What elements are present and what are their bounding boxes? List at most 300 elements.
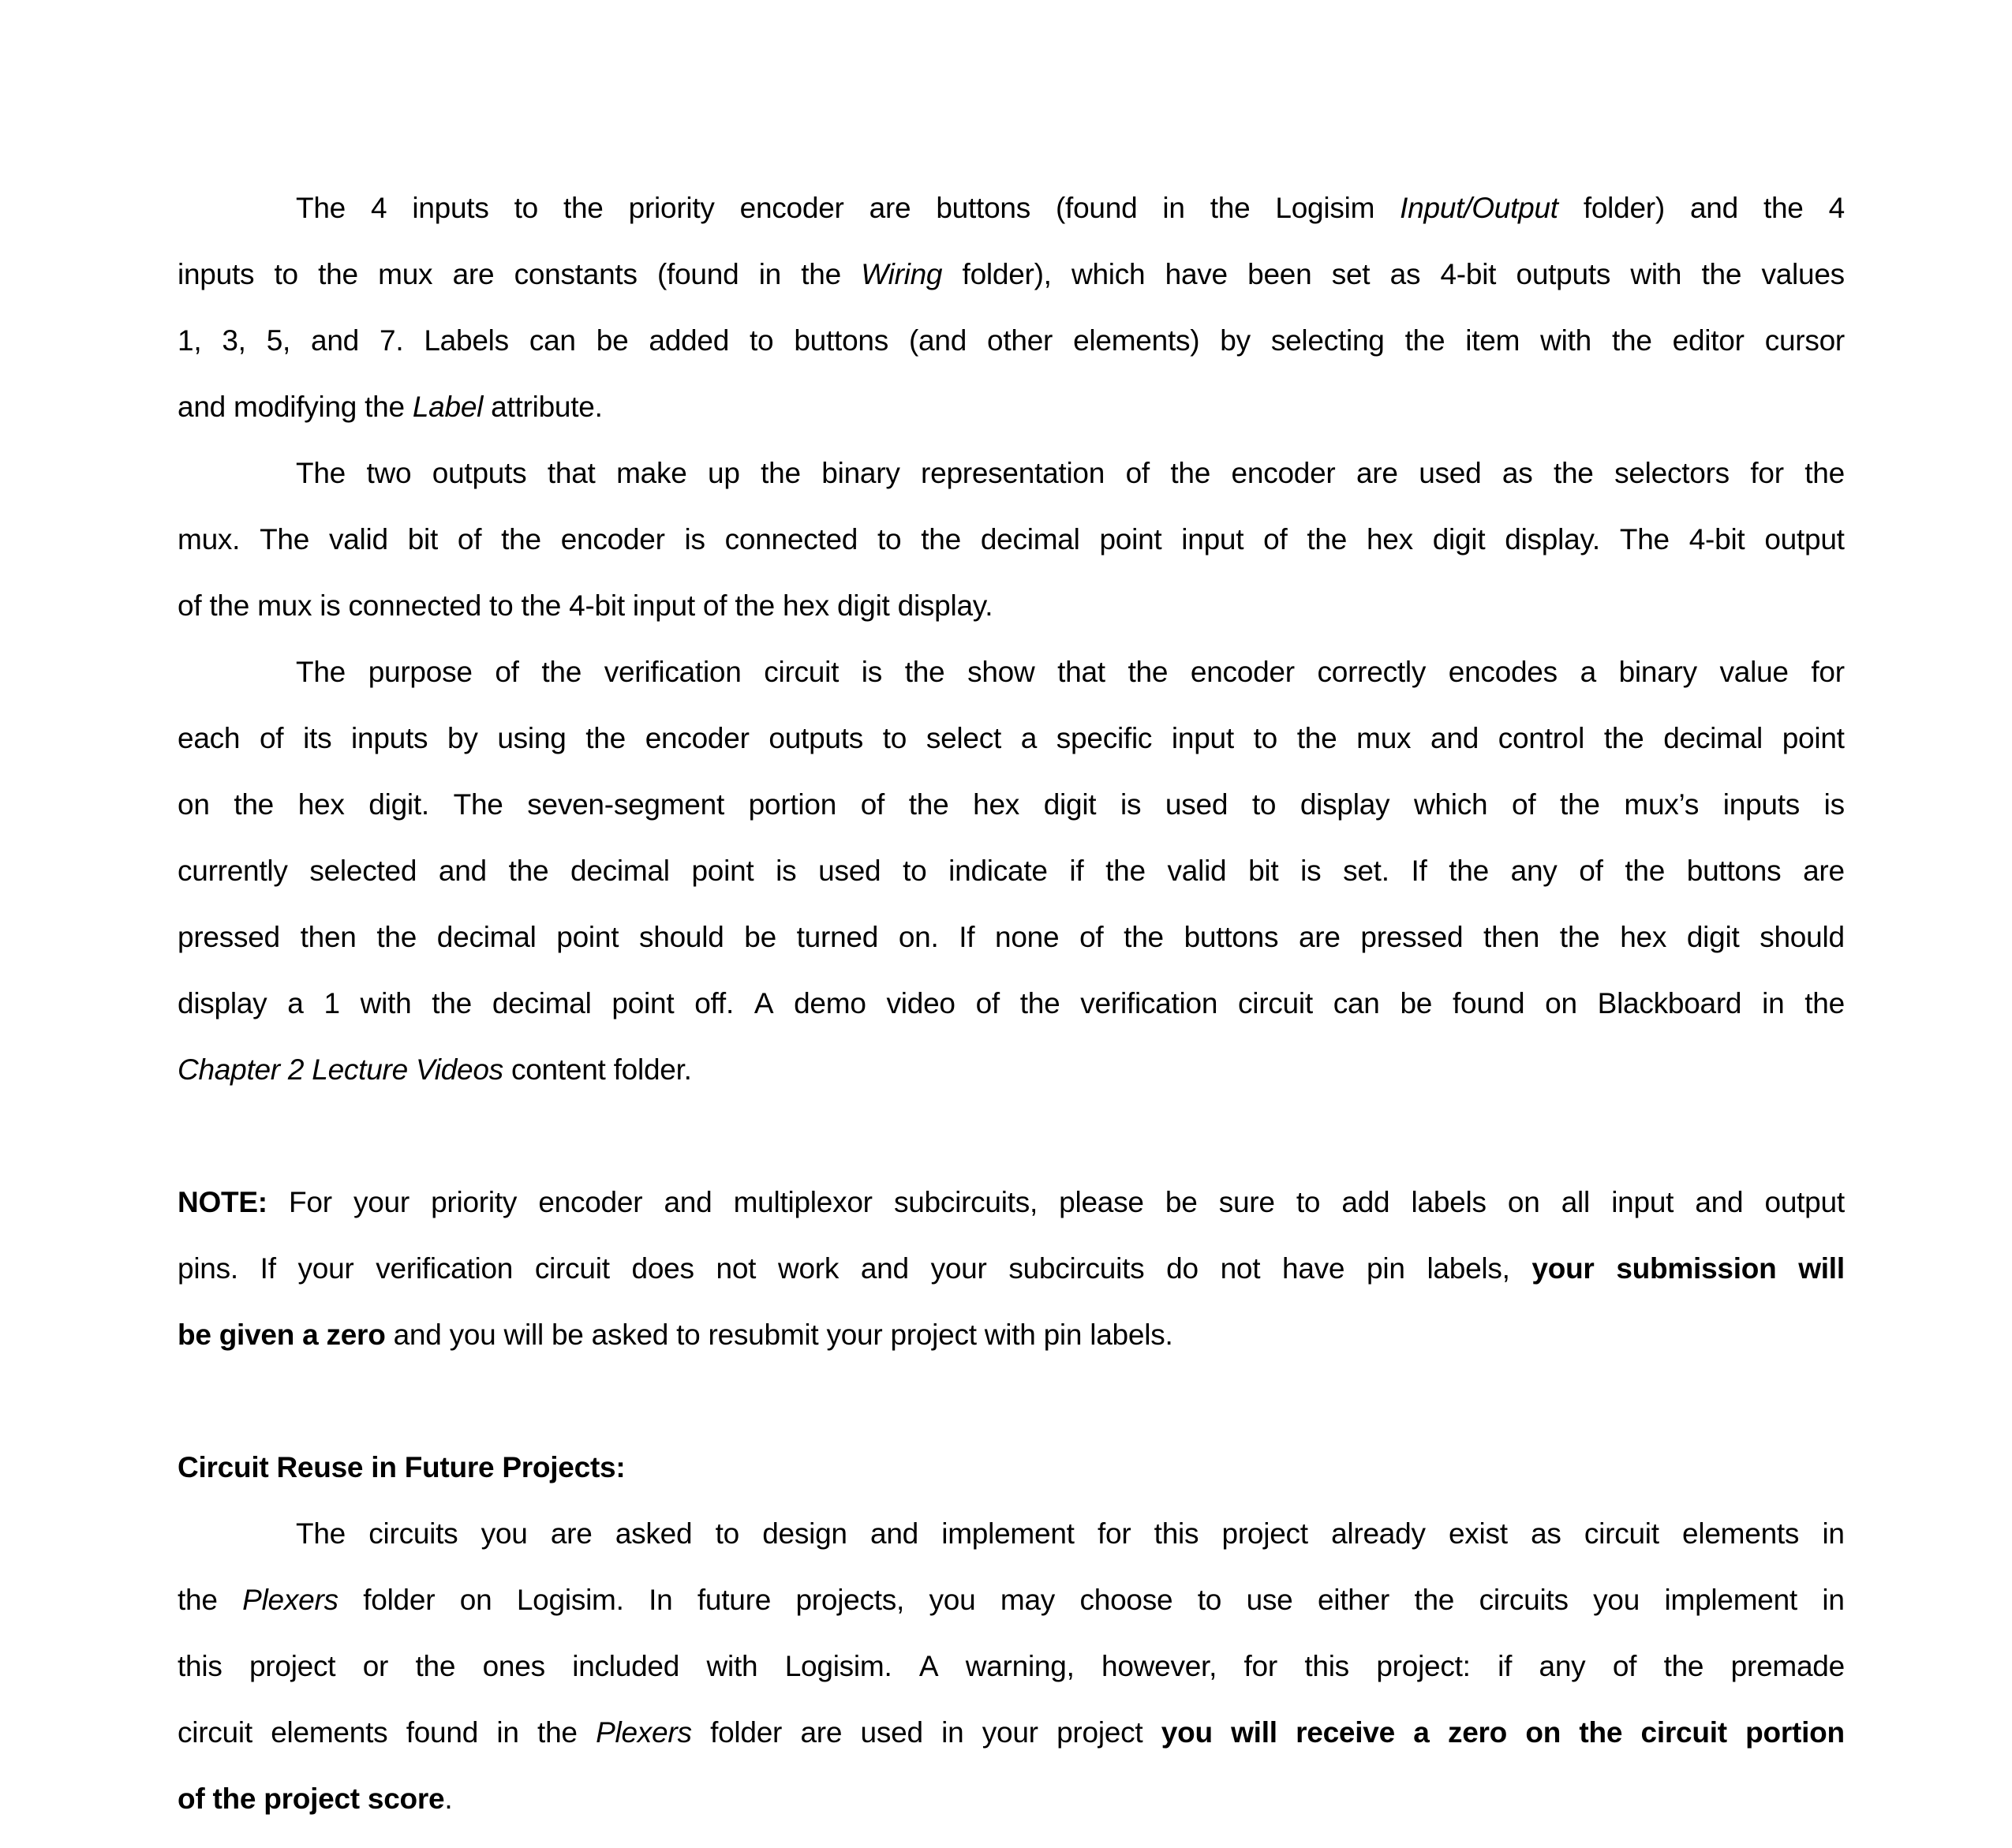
word: encoder (645, 722, 750, 754)
text-run: Circuit Reuse in Future Projects: (178, 1451, 626, 1483)
word: the (1611, 324, 1652, 357)
text-run: and you will be asked to resubmit your project with pin labels. (385, 1319, 1173, 1351)
text-run: . (444, 1783, 453, 1815)
word: in (1822, 1584, 1845, 1616)
word: which (1071, 258, 1146, 290)
word: correctly (1317, 656, 1427, 688)
word: folder (710, 1716, 783, 1749)
word: receive (1296, 1716, 1395, 1749)
word: either (1317, 1584, 1389, 1616)
word: if (1069, 855, 1084, 887)
word: are (1356, 457, 1398, 489)
word: sure (1218, 1186, 1275, 1218)
text-line (178, 639, 1845, 705)
word: may (1000, 1584, 1056, 1616)
word: display (1300, 788, 1390, 821)
word: (found (656, 258, 739, 290)
word: elements) (1073, 324, 1200, 357)
word: are (869, 192, 911, 224)
paragraph-2 (178, 440, 1845, 639)
word: does (631, 1252, 694, 1285)
word: Blackboard (1597, 987, 1742, 1019)
word: then (300, 921, 357, 953)
word: project (249, 1650, 336, 1682)
word: of (1579, 855, 1603, 887)
word: If (260, 1252, 276, 1285)
word: decimal (1663, 722, 1763, 754)
word: the (1296, 722, 1337, 754)
word: Logisim. (516, 1584, 624, 1616)
word: the (234, 788, 275, 821)
word: zero (1447, 1716, 1508, 1749)
document-content (178, 175, 1845, 1832)
word: the (1603, 722, 1644, 754)
word: 1, (178, 324, 202, 357)
word: or (362, 1650, 389, 1682)
text-line (178, 1435, 1845, 1501)
word: should (1760, 921, 1845, 953)
word: be (1400, 987, 1433, 1019)
word: to (882, 722, 907, 754)
word: the (1210, 192, 1251, 224)
word: 7. (380, 324, 404, 357)
word: hex (973, 788, 1020, 821)
word: input (1181, 523, 1244, 556)
word: the (541, 656, 582, 688)
paragraph-4 (178, 1501, 1845, 1832)
word: the (376, 921, 417, 953)
word: that (547, 457, 596, 489)
word: to (715, 1517, 739, 1550)
word: A (754, 987, 774, 1019)
word: your (930, 1252, 987, 1285)
text-line (178, 1236, 1845, 1302)
word: set. (1343, 855, 1389, 887)
word: decimal (570, 855, 670, 887)
word: can (529, 324, 576, 357)
word: For (289, 1186, 332, 1218)
word: have (1165, 258, 1228, 290)
word: digit (1432, 523, 1486, 556)
word: The (296, 457, 346, 489)
word: (and (908, 324, 967, 357)
text-run: Label (412, 391, 484, 423)
word: the (537, 1716, 578, 1749)
word: and (438, 855, 487, 887)
word: work (777, 1252, 840, 1285)
word: values (1761, 258, 1845, 290)
word: buttons (936, 192, 1030, 224)
word: the (1124, 921, 1164, 953)
word: the (415, 1650, 456, 1682)
word: project (1056, 1716, 1143, 1749)
word: the (1128, 656, 1169, 688)
word: implement (941, 1517, 1075, 1550)
word: used (1165, 788, 1229, 821)
section-heading (178, 1435, 1845, 1501)
word: in (496, 1716, 519, 1749)
text-run: content folder. (503, 1053, 692, 1086)
word: are (1803, 855, 1845, 887)
word: the (1170, 457, 1211, 489)
word: please (1059, 1186, 1144, 1218)
word: 4 (371, 192, 387, 224)
word: Labels (424, 324, 509, 357)
text-line (178, 507, 1845, 573)
word: is (684, 523, 705, 556)
word: video (886, 987, 956, 1019)
word: the (563, 192, 604, 224)
word: the (1307, 523, 1348, 556)
word: design (762, 1517, 847, 1550)
word: are (800, 1716, 843, 1749)
word: of (495, 656, 519, 688)
word: digit (1686, 921, 1740, 953)
word: with (1630, 258, 1682, 290)
word: is (1120, 788, 1142, 821)
word: the (501, 523, 541, 556)
word: in (1762, 987, 1785, 1019)
word: priority (431, 1186, 518, 1218)
word: then (1483, 921, 1540, 953)
word: verification (1080, 987, 1218, 1019)
word: If (1411, 855, 1427, 887)
word: not (716, 1252, 757, 1285)
word: If (959, 921, 975, 953)
word: specific (1056, 722, 1153, 754)
word: valid (328, 523, 388, 556)
word: editor (1672, 324, 1745, 357)
word: and (860, 1252, 909, 1285)
word: display (178, 987, 267, 1019)
word: any (1510, 855, 1558, 887)
word: the (178, 1584, 218, 1616)
word: two (366, 457, 412, 489)
word: The (453, 788, 503, 821)
word: as (1389, 258, 1421, 290)
word: circuit (764, 656, 840, 688)
text-line (178, 1700, 1845, 1766)
text-run: be given a zero (178, 1319, 386, 1351)
text-line (178, 241, 1845, 308)
text-run: of the mux is connected to the 4-bit input of the hex digit display. (178, 589, 993, 622)
word: output (1764, 1186, 1845, 1218)
word: selected (309, 855, 417, 887)
word: on (1545, 987, 1577, 1019)
word: to (1296, 1186, 1321, 1218)
word: the (1701, 258, 1742, 290)
word: decimal (980, 523, 1080, 556)
word: portion (1745, 1716, 1845, 1749)
word: used (860, 1716, 923, 1749)
word: all (1561, 1186, 1591, 1218)
word: the (921, 523, 961, 556)
word: this (1304, 1650, 1349, 1682)
word: the (1579, 1716, 1623, 1749)
word: circuit (178, 1716, 252, 1749)
word: outputs (1516, 258, 1611, 290)
word: selectors (1614, 457, 1730, 489)
word: to (1197, 1584, 1222, 1616)
word: show (967, 656, 1035, 688)
word: inputs (412, 192, 489, 224)
word: control (1498, 722, 1585, 754)
word: used (1419, 457, 1482, 489)
word: to (514, 192, 538, 224)
text-line (178, 440, 1845, 507)
word: up (708, 457, 740, 489)
word: found (406, 1716, 479, 1749)
word: verification (604, 656, 742, 688)
word: for (1243, 1650, 1277, 1682)
word: a (1580, 656, 1596, 688)
word: submission (1616, 1252, 1777, 1285)
word: your (297, 1252, 354, 1285)
word: point (691, 855, 754, 887)
word: the (1019, 987, 1060, 1019)
word: of (975, 987, 1000, 1019)
word: seven-segment (527, 788, 724, 821)
word: inputs (1722, 788, 1800, 821)
text-line (178, 705, 1845, 772)
word: on (459, 1584, 492, 1616)
text-line (178, 1037, 1845, 1103)
word: binary (1618, 656, 1697, 688)
word: In (649, 1584, 673, 1616)
word: circuits (1479, 1584, 1569, 1616)
word: to (1253, 722, 1277, 754)
word: exist (1448, 1517, 1508, 1550)
word: for (1750, 457, 1784, 489)
word: will (1231, 1716, 1277, 1749)
word: buttons (794, 324, 888, 357)
word: that (1057, 656, 1105, 688)
word: A (918, 1650, 939, 1682)
word: the (1105, 855, 1146, 887)
word: inputs (351, 722, 428, 754)
word: verification (376, 1252, 514, 1285)
word: ones (482, 1650, 545, 1682)
word: the (1804, 457, 1845, 489)
word: of (457, 523, 482, 556)
word: 4 (1828, 192, 1845, 224)
word: a (287, 987, 304, 1019)
word: you (1161, 1716, 1213, 1749)
word: the (1404, 324, 1445, 357)
text-line (178, 1501, 1845, 1567)
word: you (1593, 1584, 1640, 1616)
word: should (639, 921, 724, 953)
word: is (861, 656, 883, 688)
word: input (1171, 722, 1234, 754)
word: representation (921, 457, 1105, 489)
word: of (1263, 523, 1288, 556)
word: decimal (436, 921, 537, 953)
text-line (178, 1169, 1845, 1236)
word: circuit (1640, 1716, 1727, 1749)
word: and (1695, 1186, 1744, 1218)
word: labels (1411, 1186, 1487, 1218)
word: mux. (178, 523, 241, 556)
word: and (664, 1186, 712, 1218)
word: included (572, 1650, 680, 1682)
word: value (1719, 656, 1789, 688)
word: and (1430, 722, 1479, 754)
word: the (801, 258, 841, 290)
word: selecting (1270, 324, 1385, 357)
word: by (1220, 324, 1251, 357)
word: 5, (266, 324, 291, 357)
word: to (1251, 788, 1277, 821)
word: hex (297, 788, 345, 821)
word: on (1525, 1716, 1561, 1749)
word: the (1553, 457, 1594, 489)
word: you (929, 1584, 976, 1616)
word: for (1097, 1517, 1131, 1550)
word: connected (724, 523, 858, 556)
word: multiplexor (733, 1186, 873, 1218)
word: off. (694, 987, 734, 1019)
word: The (296, 1517, 346, 1550)
word: folder) (1583, 192, 1665, 224)
word: the (1804, 987, 1845, 1019)
word: pins. (178, 1252, 238, 1285)
word: asked (615, 1517, 693, 1550)
word: Plexers (242, 1584, 338, 1616)
word: of (259, 722, 284, 754)
word: using (497, 722, 567, 754)
text-line (178, 308, 1845, 374)
word: subcircuits, (893, 1186, 1038, 1218)
word: the (1763, 192, 1804, 224)
word: encoder (1190, 656, 1295, 688)
word: with (360, 987, 412, 1019)
word: to (877, 523, 902, 556)
word: none (995, 921, 1060, 953)
word: the (1663, 1650, 1704, 1682)
word: project: (1376, 1650, 1471, 1682)
word: labels, (1427, 1252, 1510, 1285)
word: make (616, 457, 687, 489)
word: bit (1248, 855, 1279, 887)
text-line (178, 1567, 1845, 1633)
word: its (303, 722, 332, 754)
word: elements (1682, 1517, 1800, 1550)
word: Logisim (1275, 192, 1375, 224)
text-run: of the project score (178, 1783, 445, 1815)
word: in (941, 1716, 964, 1749)
word: subcircuits (1008, 1252, 1145, 1285)
paragraph-1 (178, 175, 1845, 440)
word: of (860, 788, 885, 821)
word: been (1247, 258, 1312, 290)
word: purpose (368, 656, 473, 688)
word: set (1331, 258, 1371, 290)
word: a (1413, 1716, 1430, 1749)
word: Input/Output (1400, 192, 1558, 224)
word: circuit (1584, 1517, 1659, 1550)
word: inputs (178, 258, 255, 290)
word: display. (1505, 523, 1600, 556)
word: you (481, 1517, 528, 1550)
word: folder (363, 1584, 436, 1616)
word: outputs (769, 722, 864, 754)
word: The (296, 192, 346, 224)
word: of (1512, 788, 1536, 821)
word: 4-bit (1440, 258, 1497, 290)
word: the (432, 987, 472, 1019)
word: and (1689, 192, 1738, 224)
word: warning, (965, 1650, 1075, 1682)
word: portion (748, 788, 837, 821)
word: Plexers (596, 1716, 692, 1749)
word: digit (1043, 788, 1097, 821)
word: binary (821, 457, 900, 489)
word: is (776, 855, 797, 887)
word: to (274, 258, 298, 290)
word: to (903, 855, 927, 887)
word: your (1531, 1252, 1595, 1285)
word: be (1165, 1186, 1198, 1218)
word: indicate (948, 855, 1048, 887)
word: pressed (1360, 921, 1464, 953)
word: The (1619, 523, 1670, 556)
word: this (178, 1650, 223, 1682)
word: be (596, 324, 629, 357)
word: point (556, 921, 619, 953)
word: are (550, 1517, 593, 1550)
word: elements (271, 1716, 388, 1749)
word: encoder (739, 192, 844, 224)
word: item (1465, 324, 1520, 357)
word: folder), (962, 258, 1052, 290)
word: future (697, 1584, 772, 1616)
text-line (178, 1766, 1845, 1832)
word: the (1625, 855, 1666, 887)
word: of (1125, 457, 1150, 489)
word: this (1154, 1517, 1199, 1550)
word: are (1298, 921, 1341, 953)
word: used (818, 855, 881, 887)
word: have (1282, 1252, 1345, 1285)
word: if (1498, 1650, 1513, 1682)
word: each (178, 722, 241, 754)
word: any (1539, 1650, 1586, 1682)
word: choose (1079, 1584, 1173, 1616)
word: in (1162, 192, 1185, 224)
word: priority (628, 192, 715, 224)
word: other (987, 324, 1053, 357)
word: found (1452, 987, 1525, 1019)
word: circuit (534, 1252, 610, 1285)
word: the (1449, 855, 1489, 887)
word: input (1611, 1186, 1674, 1218)
word: with (1540, 324, 1591, 357)
word: mux’s (1624, 788, 1700, 821)
word: circuits (368, 1517, 458, 1550)
word: digit. (368, 788, 429, 821)
word: projects, (795, 1584, 905, 1616)
word: NOTE: (178, 1186, 267, 1218)
word: hex (1366, 523, 1413, 556)
text-line (178, 971, 1845, 1037)
word: however, (1101, 1650, 1217, 1682)
word: the (761, 457, 801, 489)
word: Wiring (861, 258, 943, 290)
word: hex (1620, 921, 1667, 953)
word: on (1507, 1186, 1540, 1218)
word: decimal (492, 987, 592, 1019)
